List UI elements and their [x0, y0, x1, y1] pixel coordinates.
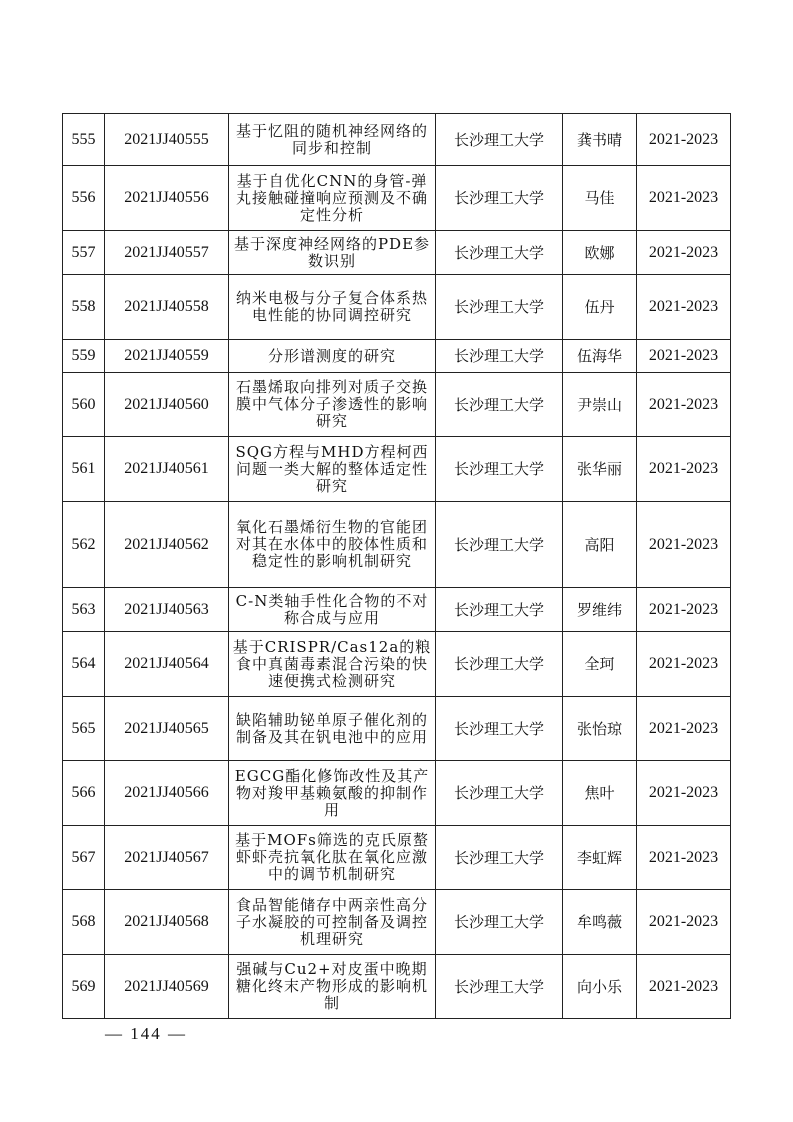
principal-investigator: 张华丽 [563, 437, 637, 502]
principal-investigator: 全珂 [563, 632, 637, 697]
institution: 长沙理工大学 [436, 373, 563, 437]
principal-investigator: 焦叶 [563, 761, 637, 826]
project-title: 基于自优化CNN的身管-弹丸接触碰撞响应预测及不确定性分析 [229, 166, 436, 231]
institution: 长沙理工大学 [436, 761, 563, 826]
project-period: 2021-2023 [637, 373, 731, 437]
project-title: EGCG酯化修饰改性及其产物对羧甲基赖氨酸的抑制作用 [229, 761, 436, 826]
table-row [63, 502, 731, 588]
table-row [63, 697, 731, 761]
project-period: 2021-2023 [637, 275, 731, 340]
project-title: 食品智能储存中两亲性高分子水凝胶的可控制备及调控机理研究 [229, 890, 436, 955]
project-id: 2021JJ40558 [105, 275, 229, 340]
row-number: 566 [63, 761, 105, 826]
project-title: 纳米电极与分子复合体系热电性能的协同调控研究 [229, 275, 436, 340]
project-period: 2021-2023 [637, 502, 731, 588]
project-period: 2021-2023 [637, 114, 731, 166]
project-title: 基于深度神经网络的PDE参数识别 [229, 231, 436, 275]
table-row [63, 275, 731, 340]
row-number: 559 [63, 340, 105, 373]
project-id: 2021JJ40563 [105, 588, 229, 632]
institution: 长沙理工大学 [436, 588, 563, 632]
project-id: 2021JJ40562 [105, 502, 229, 588]
project-id: 2021JJ40566 [105, 761, 229, 826]
row-number: 562 [63, 502, 105, 588]
project-table-body [63, 114, 731, 1019]
row-number: 558 [63, 275, 105, 340]
project-id: 2021JJ40561 [105, 437, 229, 502]
institution: 长沙理工大学 [436, 437, 563, 502]
project-title: SQG方程与MHD方程柯西问题一类大解的整体适定性研究 [229, 437, 436, 502]
row-number: 567 [63, 826, 105, 890]
principal-investigator: 伍海华 [563, 340, 637, 373]
table-row [63, 890, 731, 955]
project-title: 氧化石墨烯衍生物的官能团对其在水体中的胶体性质和稳定性的影响机制研究 [229, 502, 436, 588]
project-id: 2021JJ40569 [105, 955, 229, 1019]
row-number: 563 [63, 588, 105, 632]
table-row [63, 114, 731, 166]
table-row [63, 373, 731, 437]
row-number: 568 [63, 890, 105, 955]
table-row [63, 826, 731, 890]
project-title: 基于忆阻的随机神经网络的同步和控制 [229, 114, 436, 166]
project-id: 2021JJ40557 [105, 231, 229, 275]
project-title: 缺陷辅助铋单原子催化剂的制备及其在钒电池中的应用 [229, 697, 436, 761]
institution: 长沙理工大学 [436, 502, 563, 588]
project-period: 2021-2023 [637, 588, 731, 632]
project-id: 2021JJ40565 [105, 697, 229, 761]
institution: 长沙理工大学 [436, 826, 563, 890]
institution: 长沙理工大学 [436, 275, 563, 340]
project-period: 2021-2023 [637, 437, 731, 502]
project-id: 2021JJ40568 [105, 890, 229, 955]
project-period: 2021-2023 [637, 890, 731, 955]
table-row [63, 437, 731, 502]
project-id: 2021JJ40556 [105, 166, 229, 231]
project-period: 2021-2023 [637, 340, 731, 373]
row-number: 556 [63, 166, 105, 231]
table-row [63, 166, 731, 231]
project-period: 2021-2023 [637, 632, 731, 697]
principal-investigator: 龚书晴 [563, 114, 637, 166]
table-row [63, 231, 731, 275]
project-title: C-N类轴手性化合物的不对称合成与应用 [229, 588, 436, 632]
project-period: 2021-2023 [637, 697, 731, 761]
institution: 长沙理工大学 [436, 632, 563, 697]
principal-investigator: 罗维纬 [563, 588, 637, 632]
row-number: 564 [63, 632, 105, 697]
row-number: 557 [63, 231, 105, 275]
project-id: 2021JJ40560 [105, 373, 229, 437]
project-period: 2021-2023 [637, 761, 731, 826]
principal-investigator: 尹崇山 [563, 373, 637, 437]
principal-investigator: 牟鸣薇 [563, 890, 637, 955]
principal-investigator: 张怡琼 [563, 697, 637, 761]
project-id: 2021JJ40564 [105, 632, 229, 697]
project-title: 强碱与Cu2+对皮蛋中晚期糖化终末产物形成的影响机制 [229, 955, 436, 1019]
table-row [63, 761, 731, 826]
principal-investigator: 马佳 [563, 166, 637, 231]
table-row [63, 632, 731, 697]
project-id: 2021JJ40559 [105, 340, 229, 373]
project-period: 2021-2023 [637, 826, 731, 890]
project-title: 分形谱测度的研究 [229, 340, 436, 373]
row-number: 565 [63, 697, 105, 761]
institution: 长沙理工大学 [436, 955, 563, 1019]
row-number: 569 [63, 955, 105, 1019]
institution: 长沙理工大学 [436, 340, 563, 373]
institution: 长沙理工大学 [436, 890, 563, 955]
row-number: 561 [63, 437, 105, 502]
project-title: 基于CRISPR/Cas12a的粮食中真菌毒素混合污染的快速便携式检测研究 [229, 632, 436, 697]
project-title: 基于MOFs筛选的克氏原螯虾虾壳抗氧化肽在氧化应激中的调节机制研究 [229, 826, 436, 890]
row-number: 555 [63, 114, 105, 166]
institution: 长沙理工大学 [436, 231, 563, 275]
table-row [63, 340, 731, 373]
page-number: — 144 — [105, 1024, 187, 1043]
project-period: 2021-2023 [637, 166, 731, 231]
project-period: 2021-2023 [637, 955, 731, 1019]
project-title: 石墨烯取向排列对质子交换膜中气体分子渗透性的影响研究 [229, 373, 436, 437]
project-table [62, 113, 731, 1019]
principal-investigator: 李虹辉 [563, 826, 637, 890]
project-period: 2021-2023 [637, 231, 731, 275]
institution: 长沙理工大学 [436, 114, 563, 166]
institution: 长沙理工大学 [436, 166, 563, 231]
institution: 长沙理工大学 [436, 697, 563, 761]
principal-investigator: 高阳 [563, 502, 637, 588]
project-id: 2021JJ40567 [105, 826, 229, 890]
table-row [63, 955, 731, 1019]
principal-investigator: 向小乐 [563, 955, 637, 1019]
principal-investigator: 伍丹 [563, 275, 637, 340]
row-number: 560 [63, 373, 105, 437]
project-id: 2021JJ40555 [105, 114, 229, 166]
principal-investigator: 欧娜 [563, 231, 637, 275]
table-row [63, 588, 731, 632]
